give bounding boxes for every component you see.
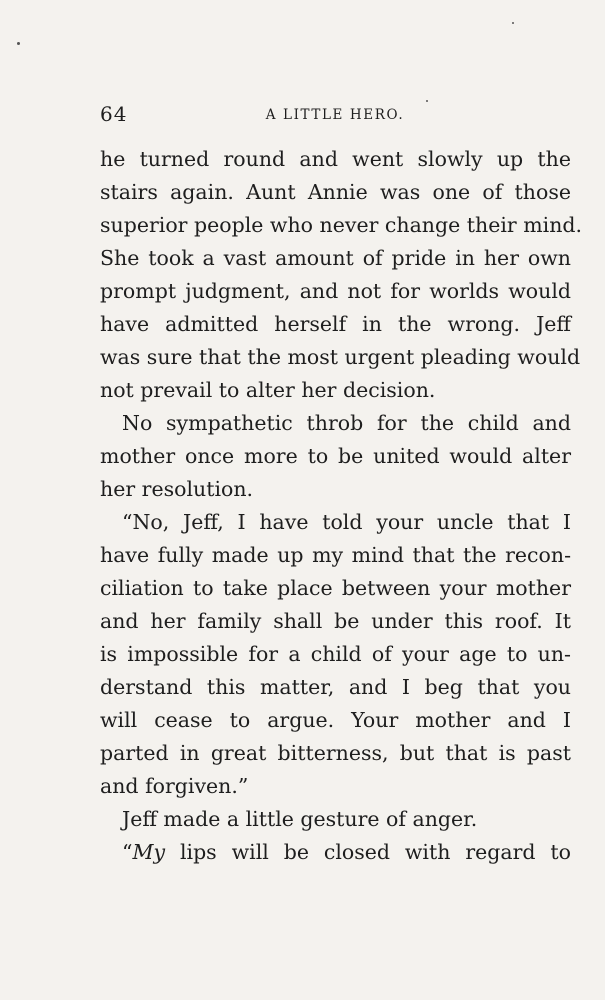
line-remainder: lips will be closed with regard to	[165, 840, 571, 864]
page-header	[100, 102, 570, 130]
text-line: mother once more to be united would alter	[100, 444, 571, 468]
text-line: superior people who never change their mind.	[100, 213, 583, 237]
page-number: 64	[100, 102, 128, 126]
text-line: Jeff made a little gesture of anger.	[122, 807, 478, 831]
text-line: No sympathetic throb for the child and	[122, 411, 571, 435]
ink-speck	[17, 42, 20, 45]
text-line: and forgiven.”	[100, 774, 249, 798]
emphasis-word: My	[132, 840, 166, 864]
open-quote: “	[122, 840, 133, 864]
text-line	[122, 835, 571, 869]
text-line: prompt judgment, and not for worlds would	[100, 279, 571, 303]
text-line: is impossible for a child of your age to un-	[100, 642, 571, 666]
text-line: have fully made up my mind that the recon-	[100, 543, 571, 567]
text-line: derstand this matter, and I beg that you	[100, 675, 571, 699]
text-line: ciliation to take place between your mother	[100, 576, 571, 600]
running-title: A LITTLE HERO.	[265, 107, 405, 123]
text-line: not prevail to alter her decision.	[100, 378, 436, 402]
text-line: will cease to argue. Your mother and I	[100, 708, 571, 732]
text-line: and her family shall be under this roof. It	[100, 609, 571, 633]
text-line: She took a vast amount of pride in her own	[100, 246, 571, 270]
text-line: he turned round and went slowly up the	[100, 147, 571, 171]
text-line: have admitted herself in the wrong. Jeff	[100, 312, 571, 336]
text-line: was sure that the most urgent pleading would	[100, 345, 581, 369]
text-line: stairs again. Aunt Annie was one of those	[100, 180, 571, 204]
text-line: parted in great bitterness, but that is past	[100, 741, 571, 765]
text-line: “No, Jeff, I have told your uncle that I	[122, 510, 571, 534]
ink-speck	[512, 22, 514, 24]
text-line: her resolution.	[100, 477, 254, 501]
